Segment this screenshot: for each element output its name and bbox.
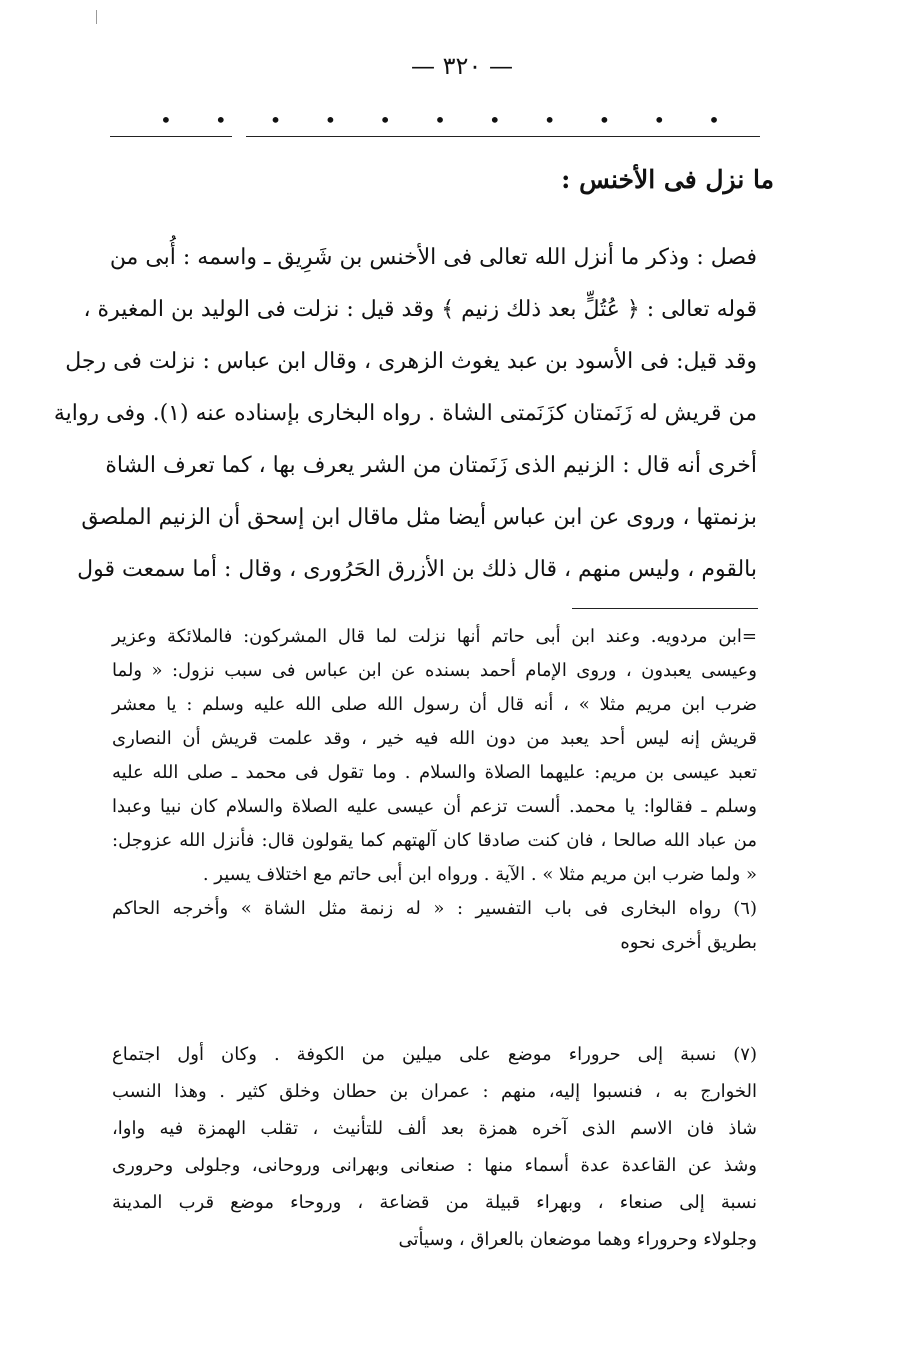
ornament-dot: •: [708, 108, 720, 132]
text-line: وقد قيل: فى الأسود بن عبد يغوث الزهرى ، وقال ابن عباس : نزلت فى رجل: [65, 349, 757, 374]
footnote-line: قريش إنه ليس أحد يعبد من دون الله فيه خير ، وقد علمت قريش أن النصارى: [112, 728, 757, 749]
text-line: قوله تعالى : ﴿ عُتُلٍّ بعد ذلك زنيم ﴾ وقد قيل : نزلت فى الوليد بن المغيرة ،: [83, 297, 757, 322]
header-rule-gap: [232, 128, 246, 146]
ornament-dot: •: [543, 108, 556, 132]
page-number: — ٣٢٠ —: [411, 52, 513, 80]
footnote-line: وسلم ـ فقالوا: يا محمد. ألست تزعم أن عيسى عليه الصلاة والسلام كان نبيا وعبدا: [112, 796, 757, 817]
ornament-dot: •: [160, 108, 172, 132]
ornament-dot: •: [598, 108, 611, 132]
footnote-line: (٦) رواه البخارى فى باب التفسير : « له زنمة مثل الشاة » وأخرجه الحاكم: [112, 898, 757, 919]
text-line: من قريش له زَنَمتان كزَنَمتى الشاة . رواه البخارى بإسناده عنه (١). وفى رواية: [53, 401, 757, 426]
ornament-dot: •: [488, 108, 501, 132]
footnote-separator: [572, 608, 758, 609]
ornament-dot: •: [269, 108, 282, 132]
section-heading: ما نزل فى الأخنس :: [561, 165, 774, 194]
text-line: بالقوم ، وليس منهم ، قال ذلك بن الأزرق الحَرُورى ، وقال : أما سمعت قول: [77, 557, 757, 582]
footnote-line: =ابن مردويه. وعند ابن أبى حاتم أنها نزلت لما قال المشركون: فالملائكة وعزير: [112, 626, 757, 647]
footnotes: [112, 620, 757, 960]
footnote-line: بطريق أخرى نحوه: [620, 932, 757, 953]
footnote-line: من عباد الله صالحا ، فان كنت صادقا كان آلهتهم كما يقولون قال: فأنزل الله عزوجل:: [112, 830, 757, 851]
ornament-dot: •: [653, 108, 666, 132]
ornament-dot: •: [379, 108, 392, 132]
text-line: أخرى أنه قال : الزنيم الذى زَنَمتان من الشر يعرف بها ، كما تعرف الشاة: [105, 453, 757, 478]
ornament-dot: •: [214, 108, 227, 132]
scan-edge-mark: [96, 10, 97, 24]
footnote-line: « ولما ضرب ابن مريم مثلا » . الآية . ورواه ابن أبى حاتم مع اختلاف يسير .: [202, 864, 757, 885]
footnote-line: ضرب ابن مريم مثلا » ، أنه قال أن رسول الله صلى الله عليه وسلم : يا معشر: [112, 694, 757, 715]
footnote-line: تعبد عيسى بن مريم: عليهما الصلاة والسلام . وما تقول فى محمد ـ صلى الله عليه: [112, 762, 757, 783]
footnote-line: وجلولاء وحروراء وهما موضعان بالعراق ، وسيأتى: [398, 1229, 757, 1250]
text-line: بزنمتها ، وروى عن ابن عباس أيضا مثل ماقال ابن إسحق أن الزنيم الملصق: [81, 505, 757, 530]
footnote-line: نسبة إلى صنعاء ، وبهراء قبيلة من قضاعة ، وروحاء موضع قرب المدينة: [112, 1192, 757, 1213]
footnote-line: وعيسى يعبدون ، وروى الإمام أحمد بسنده عن ابن عباس فى سبب نزول: « ولما: [112, 660, 757, 681]
footnote-7: [112, 1036, 757, 1258]
ornament-dot: •: [324, 108, 337, 132]
footnote-line: وشذ عن القاعدة عدة أسماء منها : صنعانى وبهرانى وروحانى، وجلولى وحرورى: [112, 1155, 757, 1176]
header-rule: [110, 136, 760, 137]
main-text: [53, 232, 757, 596]
footnote-line: شاذ فان الاسم الذى آخره همزة بعد ألف للتأنيث ، تقلب الهمزة فيه واوا،: [112, 1118, 757, 1139]
footnote-line: الخوارج به ، فنسبوا إليه، منهم : عمران بن حطان وخلق كثير . وهذا النسب: [112, 1081, 757, 1102]
text-line: فصل : وذكر ما أنزل الله تعالى فى الأخنس بن شَرِيق ـ واسمه : أُبى من: [109, 245, 757, 270]
ornament-dot: •: [434, 108, 446, 132]
footnote-line: (٧) نسبة إلى حروراء موضع على ميلين من الكوفة . وكان أول اجتماع: [112, 1044, 757, 1065]
